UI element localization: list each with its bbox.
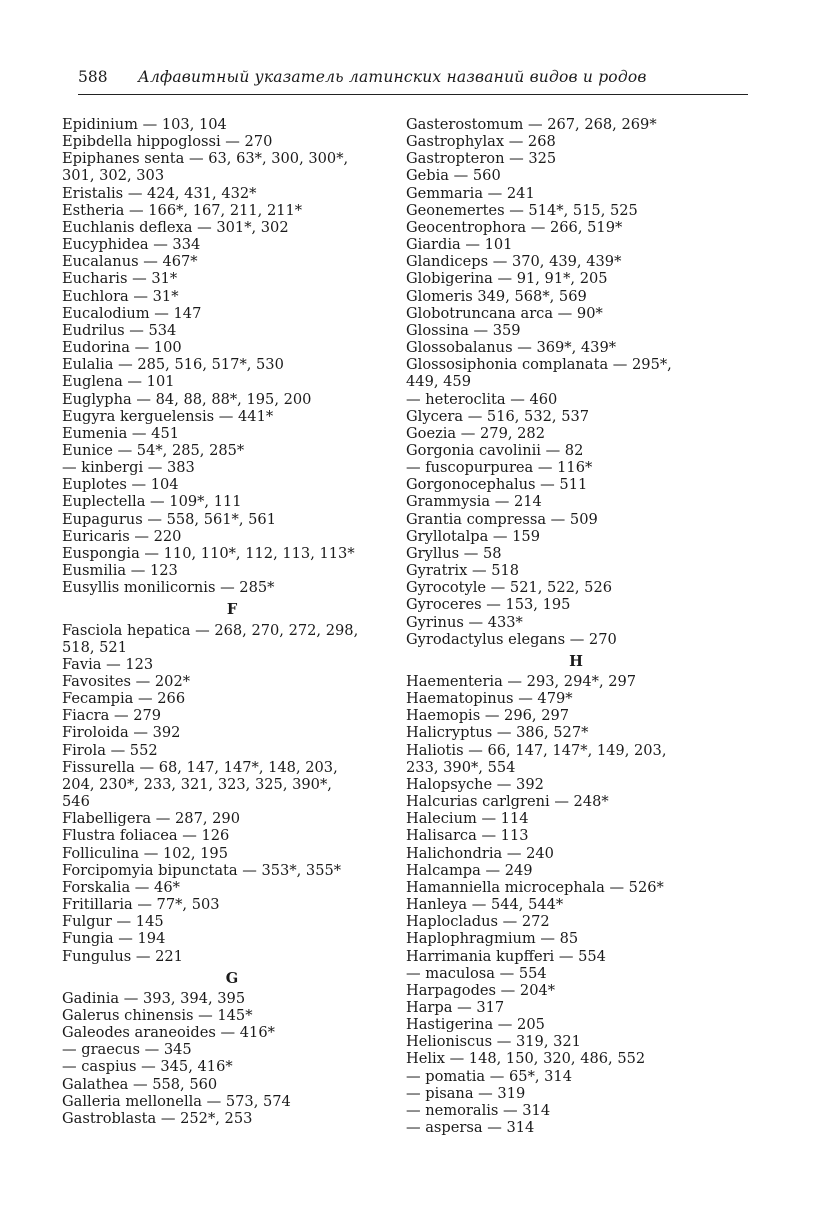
index-entry-line: Forcipomyia bipunctata — 353*, 355* — [62, 861, 342, 879]
index-entry-line: — pisana — 319 — [406, 1084, 526, 1102]
index-entry — [62, 476, 402, 493]
index-entry-line: Euplectella — 109*, 111 — [62, 493, 242, 511]
section-letter-text: G — [225, 969, 239, 987]
index-entry — [62, 545, 402, 562]
index-entry — [406, 1085, 746, 1102]
index-entry — [406, 219, 746, 236]
index-entry — [406, 982, 746, 999]
index-entry-line: Fungia — 194 — [62, 930, 166, 948]
index-entry — [406, 493, 746, 510]
index-entry-line: Gemmaria — 241 — [406, 184, 535, 202]
index-entry — [406, 408, 746, 425]
index-entry-line: Euchlanis deflexa — 301*, 302 — [62, 218, 289, 236]
index-entry-line: Gadinia — 393, 394, 395 — [62, 989, 246, 1007]
index-entry — [406, 896, 746, 913]
index-entry — [406, 999, 746, 1016]
index-entry — [62, 948, 402, 965]
index-entry — [62, 690, 402, 707]
index-entry — [62, 845, 402, 862]
index-entry-line: Eucharis — 31* — [62, 270, 178, 288]
index-entry-line: Firola — 552 — [62, 741, 158, 759]
index-entry-line: Eudrilus — 534 — [62, 321, 177, 339]
index-entry-line: Euspongia — 110, 110*, 112, 113, 113* — [62, 544, 355, 562]
index-entry — [406, 253, 746, 270]
index-entry-line: Gyratrix — 518 — [406, 562, 520, 580]
index-entry — [406, 476, 746, 493]
index-entry-line: Giardia — 101 — [406, 236, 513, 254]
section-letter-text: F — [226, 601, 238, 619]
index-column-left — [62, 116, 402, 1127]
index-entry-line: Halecium — 114 — [406, 810, 529, 828]
index-entry-line: Flabelligera — 287, 290 — [62, 810, 240, 828]
index-entry — [406, 1033, 746, 1050]
index-entry — [406, 913, 746, 930]
index-entry — [62, 759, 402, 810]
index-entry — [406, 185, 746, 202]
index-entry-line: 518, 521 — [62, 638, 127, 656]
page-number: 588 — [78, 68, 108, 86]
index-entry — [62, 1110, 402, 1127]
index-entry — [62, 913, 402, 930]
index-entry — [406, 596, 746, 613]
index-entry-line: Galathea — 558, 560 — [62, 1075, 218, 1093]
index-entry — [406, 150, 746, 167]
index-entry — [62, 408, 402, 425]
index-entry — [62, 288, 402, 305]
index-entry-line: Epiphanes senta — 63, 63*, 300, 300*, — [62, 150, 349, 168]
index-entry — [62, 707, 402, 724]
index-entry-line: Gasterostomum — 267, 268, 269* — [406, 116, 657, 133]
index-entry — [406, 339, 746, 356]
index-entry — [406, 862, 746, 879]
index-entry — [62, 425, 402, 442]
index-entry-line: Eumenia — 451 — [62, 424, 180, 442]
index-entry-line: Geonemertes — 514*, 515, 525 — [406, 201, 638, 219]
index-entry — [406, 724, 746, 741]
index-entry — [62, 896, 402, 913]
index-entry — [62, 562, 402, 579]
index-entry — [406, 545, 746, 562]
index-entry — [62, 305, 402, 322]
index-entry — [62, 236, 402, 253]
index-entry-line: — nemoralis — 314 — [406, 1101, 551, 1119]
index-column-right — [406, 116, 746, 1136]
index-entry-line: Glomeris 349, 568*, 569 — [406, 287, 587, 305]
index-entry — [406, 236, 746, 253]
index-entry — [406, 116, 746, 133]
index-entry-line: Gastroblasta — 252*, 253 — [62, 1109, 253, 1127]
index-entry — [62, 673, 402, 690]
index-entry-line: Gyrodactylus elegans — 270 — [406, 630, 617, 648]
index-entry-line: Haementeria — 293, 294*, 297 — [406, 673, 637, 690]
index-entry — [406, 965, 746, 982]
index-entry-line: Galleria mellonella — 573, 574 — [62, 1092, 291, 1110]
index-entry-line: Fecampia — 266 — [62, 690, 186, 708]
index-entry-line: Gryllus — 58 — [406, 544, 502, 562]
index-entry — [406, 511, 746, 528]
index-entry-line: Eristalis — 424, 431, 432* — [62, 184, 257, 202]
index-entry — [406, 827, 746, 844]
index-entry-line: Gebia — 560 — [406, 167, 501, 185]
index-entry-line: Galeodes araneoides — 416* — [62, 1024, 275, 1042]
index-entry-line: Harpa — 317 — [406, 998, 505, 1016]
index-entry — [62, 1041, 402, 1058]
index-entry-line: Euglena — 101 — [62, 373, 175, 391]
index-entry — [62, 339, 402, 356]
index-entry — [62, 656, 402, 673]
index-entry-line: Gyrocotyle — 521, 522, 526 — [406, 579, 613, 597]
index-entry — [406, 202, 746, 219]
index-entry — [406, 707, 746, 724]
index-entry-line: Halcurias carlgreni — 248* — [406, 793, 609, 811]
index-entry — [62, 511, 402, 528]
index-entry-line: Haplophragmium — 85 — [406, 930, 579, 948]
running-title: Алфавитный указатель латинских названий видов и родов — [138, 68, 647, 86]
index-entry-line: Glandiceps — 370, 439, 439* — [406, 253, 622, 271]
index-entry-line: Halcampa — 249 — [406, 861, 533, 879]
index-entry — [406, 562, 746, 579]
index-entry — [62, 930, 402, 947]
index-entry-line: 204, 230*, 233, 321, 323, 325, 390*, — [62, 775, 332, 793]
index-entry-line: Eupagurus — 558, 561*, 561 — [62, 510, 276, 528]
index-entry-line: 233, 390*, 554 — [406, 758, 516, 776]
index-entry — [62, 742, 402, 759]
index-entry-line: Helix — 148, 150, 320, 486, 552 — [406, 1050, 646, 1068]
index-entry — [62, 185, 402, 202]
index-entry — [406, 793, 746, 810]
index-entry-line: Firoloida — 392 — [62, 724, 181, 742]
index-entry-line: Eucyphidea — 334 — [62, 236, 201, 254]
index-entry — [406, 690, 746, 707]
section-letter — [406, 648, 746, 673]
index-entry-line: Grammysia — 214 — [406, 493, 542, 511]
index-entry-line: Geocentrophora — 266, 519* — [406, 218, 623, 236]
index-entry — [406, 133, 746, 150]
index-entry-line: Gyrinus — 433* — [406, 613, 523, 631]
index-entry-line: Glossobalanus — 369*, 439* — [406, 339, 617, 357]
index-entry-line: Fritillaria — 77*, 503 — [62, 896, 220, 914]
index-entry-line: Glycera — 516, 532, 537 — [406, 407, 590, 425]
index-entry-line: Euglypha — 84, 88, 88*, 195, 200 — [62, 390, 312, 408]
index-entry — [406, 1050, 746, 1067]
index-entry — [406, 442, 746, 459]
index-entry-line: Haematopinus — 479* — [406, 690, 573, 708]
index-entry-line: Glossosiphonia complanata — 295*, — [406, 356, 672, 374]
index-entry-line: — graecus — 345 — [62, 1041, 192, 1059]
index-entry — [406, 425, 746, 442]
index-entry — [406, 1068, 746, 1085]
index-entry-line: Eusyllis monilicornis — 285* — [62, 579, 275, 597]
index-entry — [62, 493, 402, 510]
index-entry — [406, 459, 746, 476]
index-entry — [62, 270, 402, 287]
index-entry-line: Goezia — 279, 282 — [406, 424, 545, 442]
index-entry-line: Eulalia — 285, 516, 517*, 530 — [62, 356, 284, 374]
index-entry — [62, 442, 402, 459]
index-entry-line: Epidinium — 103, 104 — [62, 116, 227, 133]
index-entry-line: Harrimania kupfferi — 554 — [406, 947, 606, 965]
index-entry — [406, 167, 746, 184]
index-entry-line: Eugyra kerguelensis — 441* — [62, 407, 274, 425]
index-entry-line: Galerus chinensis — 145* — [62, 1006, 253, 1024]
index-entry — [62, 1058, 402, 1075]
index-entry-line: Folliculina — 102, 195 — [62, 844, 228, 862]
index-entry — [62, 579, 402, 596]
index-entry — [62, 116, 402, 133]
index-entry — [62, 622, 402, 656]
index-entry-line: Eucalodium — 147 — [62, 304, 202, 322]
index-entry-line: Fasciola hepatica — 268, 270, 272, 298, — [62, 621, 359, 639]
index-entry — [406, 1119, 746, 1136]
section-letter — [62, 596, 402, 621]
index-entry-line: Euricaris — 220 — [62, 527, 182, 545]
index-entry-line: Eucalanus — 467* — [62, 253, 198, 271]
index-entry — [406, 631, 746, 648]
index-entry — [62, 810, 402, 827]
index-entry — [406, 742, 746, 776]
index-entry — [406, 528, 746, 545]
index-entry — [406, 579, 746, 596]
index-entry — [62, 1076, 402, 1093]
index-entry — [62, 391, 402, 408]
index-entry-line: — maculosa — 554 — [406, 964, 547, 982]
index-entry-line: Gastropteron — 325 — [406, 150, 557, 168]
index-entry — [406, 930, 746, 947]
index-entry-line: Estheria — 166*, 167, 211, 211* — [62, 201, 303, 219]
index-entry-line: — kinbergi — 383 — [62, 459, 195, 477]
index-entry-line: Eusmilia — 123 — [62, 562, 178, 580]
index-entry-line: Flustra foliacea — 126 — [62, 827, 230, 845]
index-entry-line: 546 — [62, 793, 90, 811]
index-entry — [62, 879, 402, 896]
index-entry — [406, 845, 746, 862]
index-entry — [406, 810, 746, 827]
section-letter — [62, 965, 402, 990]
index-entry-line: 449, 459 — [406, 373, 471, 391]
index-entry-line: Fissurella — 68, 147, 147*, 148, 203, — [62, 758, 338, 776]
index-entry — [406, 879, 746, 896]
index-entry-line: Haplocladus — 272 — [406, 913, 550, 931]
index-entry-line: Eunice — 54*, 285, 285* — [62, 441, 245, 459]
index-entry — [62, 528, 402, 545]
index-entry-line: Gastrophylax — 268 — [406, 133, 556, 151]
index-entry-line: Favia — 123 — [62, 655, 154, 673]
index-entry-line: Halopsyche — 392 — [406, 775, 544, 793]
index-entry-line: Globotruncana arca — 90* — [406, 304, 603, 322]
index-entry — [62, 459, 402, 476]
index-entry — [62, 356, 402, 373]
index-entry-line: Euplotes — 104 — [62, 476, 179, 494]
index-entry-line: Epibdella hippoglossi — 270 — [62, 133, 273, 151]
index-entry — [406, 1016, 746, 1033]
index-entry-line: — caspius — 345, 416* — [62, 1058, 233, 1076]
index-entry-line: Hastigerina — 205 — [406, 1016, 545, 1034]
index-entry-line: Haliotis — 66, 147, 147*, 149, 203, — [406, 741, 667, 759]
index-entry-line: Helioniscus — 319, 321 — [406, 1033, 581, 1051]
index-entry — [406, 270, 746, 287]
index-entry — [62, 202, 402, 219]
index-entry-line: Globigerina — 91, 91*, 205 — [406, 270, 608, 288]
section-letter-text: H — [569, 652, 583, 670]
index-entry-line: Gorgonia cavolinii — 82 — [406, 441, 584, 459]
index-entry — [406, 1102, 746, 1119]
index-entry — [62, 990, 402, 1007]
index-entry — [62, 1024, 402, 1041]
index-entry — [62, 322, 402, 339]
index-entry — [406, 673, 746, 690]
index-entry — [62, 253, 402, 270]
index-entry-line: Favosites — 202* — [62, 673, 191, 690]
index-entry — [62, 827, 402, 844]
index-entry — [62, 1093, 402, 1110]
index-entry-line: Euchlora — 31* — [62, 287, 179, 305]
index-entry-line: — heteroclita — 460 — [406, 390, 558, 408]
index-entry — [62, 219, 402, 236]
index-entry — [62, 133, 402, 150]
index-entry — [406, 614, 746, 631]
header-rule — [78, 94, 748, 95]
index-entry-line: Grantia compressa — 509 — [406, 510, 598, 528]
index-entry — [62, 150, 402, 184]
index-entry-line: Halisarca — 113 — [406, 827, 529, 845]
index-entry — [406, 288, 746, 305]
index-entry — [406, 305, 746, 322]
index-entry — [406, 322, 746, 339]
running-header — [78, 64, 748, 92]
index-entry-line: Fiacra — 279 — [62, 707, 162, 725]
index-entry — [62, 724, 402, 741]
index-entry — [406, 391, 746, 408]
index-entry-line: Fungulus — 221 — [62, 947, 183, 965]
index-entry — [406, 776, 746, 793]
index-entry-line: Glossina — 359 — [406, 321, 521, 339]
index-entry — [62, 373, 402, 390]
index-entry-line: Eudorina — 100 — [62, 339, 182, 357]
index-entry-line: Harpagodes — 204* — [406, 981, 556, 999]
index-entry-line: Halichondria — 240 — [406, 844, 554, 862]
index-entry-line: Fulgur — 145 — [62, 913, 164, 931]
index-entry-line: Hamanniella microcephala — 526* — [406, 878, 664, 896]
index-entry-line: Haemopis — 296, 297 — [406, 707, 570, 725]
index-entry-line: Forskalia — 46* — [62, 878, 180, 896]
index-entry-line: — fuscopurpurea — 116* — [406, 459, 593, 477]
index-entry-line: Gyroceres — 153, 195 — [406, 596, 571, 614]
index-entry-line: Gryllotalpa — 159 — [406, 527, 541, 545]
index-entry — [406, 356, 746, 390]
index-entry-line: 301, 302, 303 — [62, 167, 165, 185]
index-entry-line: Halicryptus — 386, 527* — [406, 724, 589, 742]
index-entry-line: — aspersa — 314 — [406, 1119, 535, 1137]
index-entry — [62, 1007, 402, 1024]
index-entry — [62, 862, 402, 879]
index-entry-line: — pomatia — 65*, 314 — [406, 1067, 573, 1085]
index-entry-line: Gorgonocephalus — 511 — [406, 476, 588, 494]
index-entry — [406, 948, 746, 965]
index-entry-line: Hanleya — 544, 544* — [406, 896, 564, 914]
